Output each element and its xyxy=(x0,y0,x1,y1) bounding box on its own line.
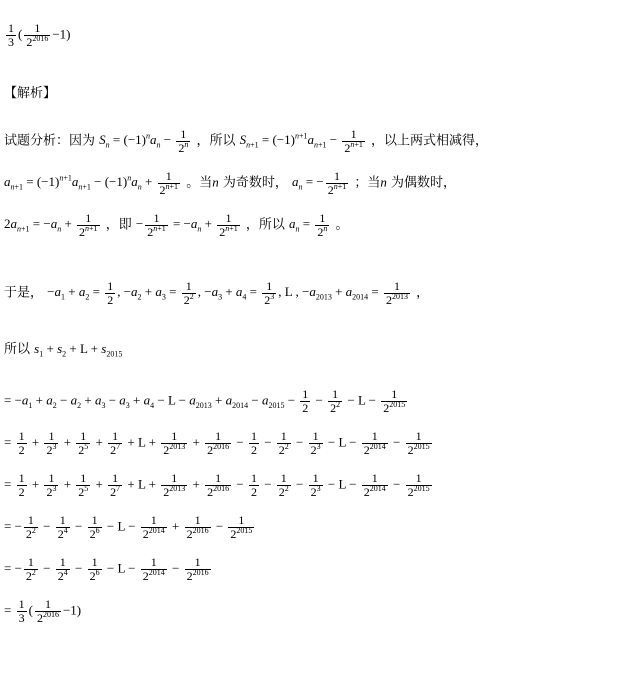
yushi-line: 于是， $-a_1 + a_2$ = $\frac{1}{2}$ , $-a_2 + a_3$ = $\frac{1}{2^2}$ , $-a_3 + a_4$ = $\frac{1}{2^3}$ , L , $-a_{2013} + a_{2014}$ = $\frac{1}{2^{2013}}$ ， xyxy=(4,279,430,307)
formula-even-simplified: − $\frac{1}{2^{n+1}}$ = $-a_n$ + $\frac{1}{2^{n+1}}$ xyxy=(135,211,238,239)
derivation-step-3: = $\frac{1}{2}$ + $\frac{1}{2^3}$ + $\frac{1}{2^5}$ + $\frac{1}{2^7}$ + L + $\frac{1}{2^{2013}}$ + $\frac{1}{2^{2016}}$ − $\frac{1}{2}$ − $\frac{1}{2^2}$ − $\frac{1}{2^3}$ − L − $\frac{1}{2^{2014}}$ − $\frac{1}{2^{2015}}$ xyxy=(4,471,430,499)
section-label: 【解析】 xyxy=(4,86,57,101)
suoyi-line: 所以 $s_1 + s_2 + L + s_{2015}$ xyxy=(4,341,123,359)
answer-line-top: $\frac{1}{3}$ ( $\frac{1}{2^{2016}}$ −1) xyxy=(8,21,71,49)
fraction-one-third: $\frac{1}{3}$ xyxy=(8,21,14,49)
formula-Sn-plus-1: $S_{n+1} = (-1)^{n+1}a_{n+1}$ − $\frac{1}{2^{n+1}}$ xyxy=(239,127,363,155)
final-answer: = $\frac{1}{3}$ ( $\frac{1}{2^{2016}}$ −1) xyxy=(4,597,82,625)
fraction-one-over-2-pow-2016: $\frac{1}{2^{2016}}$ xyxy=(26,21,49,49)
analysis-line-3: $2a_{n+1} = -a_n$ + $\frac{1}{2^{n+1}}$ ，即 − $\frac{1}{2^{n+1}}$ = $-a_n$ + $\frac{1}{2^{n+1}}$ ，所以 $a_n$ = $\frac{1}{2^n}$ 。 xyxy=(4,211,349,239)
derivation-step-4: = − $\frac{1}{2^2}$ − $\frac{1}{2^4}$ − $\frac{1}{2^6}$ − L − $\frac{1}{2^{2014}}$ + $\frac{1}{2^{2016}}$ − $\frac{1}{2^{2015}}$ xyxy=(4,513,253,541)
formula-Sn: $S_n = (-1)^na_n$ − $\frac{1}{2^n}$ xyxy=(99,127,189,155)
analysis-line-1: 试题分析：因为 $S_n = (-1)^na_n$ − $\frac{1}{2^n}$ ，所以 $S_{n+1} = (-1)^{n+1}a_{n+1}$ − $\frac{1}{2^{n+1}}$ ，以上两式相减得， xyxy=(4,127,489,155)
formula-pair-sums: $-a_1 + a_2$ = $\frac{1}{2}$ , $-a_2 + a_3$ = $\frac{1}{2^2}$ , $-a_3 + a_4$ = $\frac{1}{2^3}$ , L , $-a_{2013} + a_{2014}$ = $\frac{1}{2^{2013}}$ xyxy=(47,279,408,307)
formula-recurrence: $a_{n+1} = (-1)^{n+1}a_{n+1} - (-1)^na_n$ + $\frac{1}{2^{n+1}}$ xyxy=(4,169,179,197)
analysis-line-2: $a_{n+1} = (-1)^{n+1}a_{n+1} - (-1)^na_n$ + $\frac{1}{2^{n+1}}$ 。当n 为奇数时， $a_n$ = − $\frac{1}{2^{n+1}}$ ；当n 为偶数时， xyxy=(4,169,457,197)
formula-even-case: $2a_{n+1} = -a_n$ + $\frac{1}{2^{n+1}}$ xyxy=(4,211,98,239)
derivation-step-1: = $-a_1 + a_2 - a_2 + a_3 - a_3 + a_4 - L - a_{2013} + a_{2014} - a_{2015}$ − $\frac{1}{2}$ − $\frac{1}{2^2}$ − L − $\frac{1}{2^{2015}}$ xyxy=(4,387,406,415)
formula-sum-s: $s_1 + s_2 + L + s_{2015}$ xyxy=(34,341,123,359)
derivation-step-2: = $\frac{1}{2}$ + $\frac{1}{2^3}$ + $\frac{1}{2^5}$ + $\frac{1}{2^7}$ + L + $\frac{1}{2^{2013}}$ + $\frac{1}{2^{2016}}$ − $\frac{1}{2}$ − $\frac{1}{2^2}$ − $\frac{1}{2^3}$ − L − $\frac{1}{2^{2014}}$ − $\frac{1}{2^{2015}}$ xyxy=(4,429,430,457)
derivation-step-5: = − $\frac{1}{2^2}$ − $\frac{1}{2^4}$ − $\frac{1}{2^6}$ − L − $\frac{1}{2^{2014}}$ − $\frac{1}{2^{2016}}$ xyxy=(4,555,209,583)
formula-odd-case: $a_n$ = − $\frac{1}{2^{n+1}}$ xyxy=(292,169,347,197)
formula-an-result: $a_n$ = $\frac{1}{2^n}$ xyxy=(289,211,328,239)
